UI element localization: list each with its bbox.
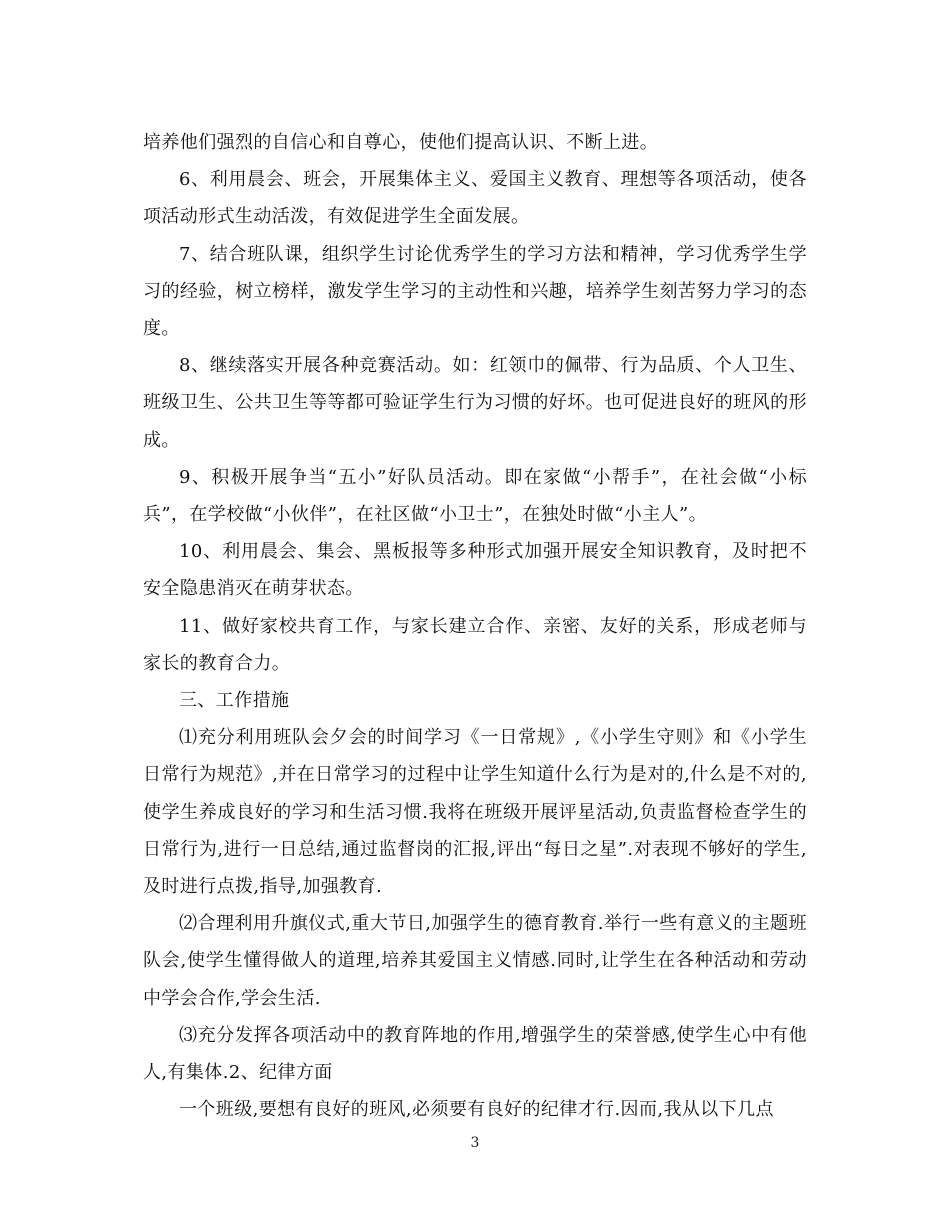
paragraph-continuation: 培养他们强烈的自信心和自尊心，使他们提高认识、不断上进。 [143, 132, 659, 153]
paragraph-measure-3: ⑶充分发挥各项活动中的教育阵地的作用,增强学生的荣誉感,使学生心中有他人,有集体.2、纪律方面 [143, 1024, 807, 1084]
paragraph-item-10: 10、利用晨会、集会、黑板报等多种形式加强开展安全知识教育，及时把不安全隐患消灭在萌芽状态。 [143, 541, 807, 600]
paragraph-item-9: 9、积极开展争当“五小”好队员活动。即在家做“小帮手”，在社会做“小标兵”，在学校做“小伙伴”，在社区做“小卫士”，在独处时做“小主人”。 [143, 466, 807, 526]
paragraph-measure-1: ⑴充分利用班队会夕会的时间学习《一日常规》,《小学生守则》和《小学生日常行为规范》,并在日常学习的过程中让学生知道什么行为是对的,什么是不对的,使学生养成良好的学习和生活习惯.我将在班级开展评星活动,负责监督检查学生的日常行为,进行一日总结,通过监督岗的汇报,评出“每日之星”.对表现不够好的学生,及时进行点拨,指导,加强教育. [143, 727, 807, 898]
paragraph-item-11: 11、做好家校共育工作，与家长建立合作、亲密、友好的关系，形成老师与家长的教育合力。 [143, 615, 807, 674]
paragraph-item-6: 6、利用晨会、班会，开展集体主义、爱国主义教育、理想等各项活动，使各项活动形式生动活泼，有效促进学生全面发展。 [143, 169, 807, 228]
paragraph-item-8: 8、继续落实开展各种竞赛活动。如：红领巾的佩带、行为品质、个人卫生、班级卫生、公共卫生等等都可验证学生行为习惯的好坏。也可促进良好的班风的形成。 [143, 355, 807, 451]
section-heading-measures: 三、工作措施 [179, 690, 290, 712]
paragraph-item-7: 7、结合班队课，组织学生讨论优秀学生的学习方法和精神，学习优秀学生学习的经验，树立榜样，激发学生学习的主动性和兴趣，培养学生刻苦努力学习的态度。 [143, 243, 807, 340]
paragraph-measure-2: ⑵合理利用升旗仪式,重大节日,加强学生的德育教育.举行一些有意义的主题班队会,使学生懂得做人的道理,培养其爱国主义情感.同时,让学生在各种活动和劳动中学会合作,学会生活. [143, 913, 807, 1009]
document-body [143, 124, 807, 1128]
paragraph-discipline-intro: 一个班级,要想有良好的班风,必须要有良好的纪律才行.因而,我从以下几点 [179, 1099, 774, 1121]
page-number: 3 [470, 1135, 480, 1151]
